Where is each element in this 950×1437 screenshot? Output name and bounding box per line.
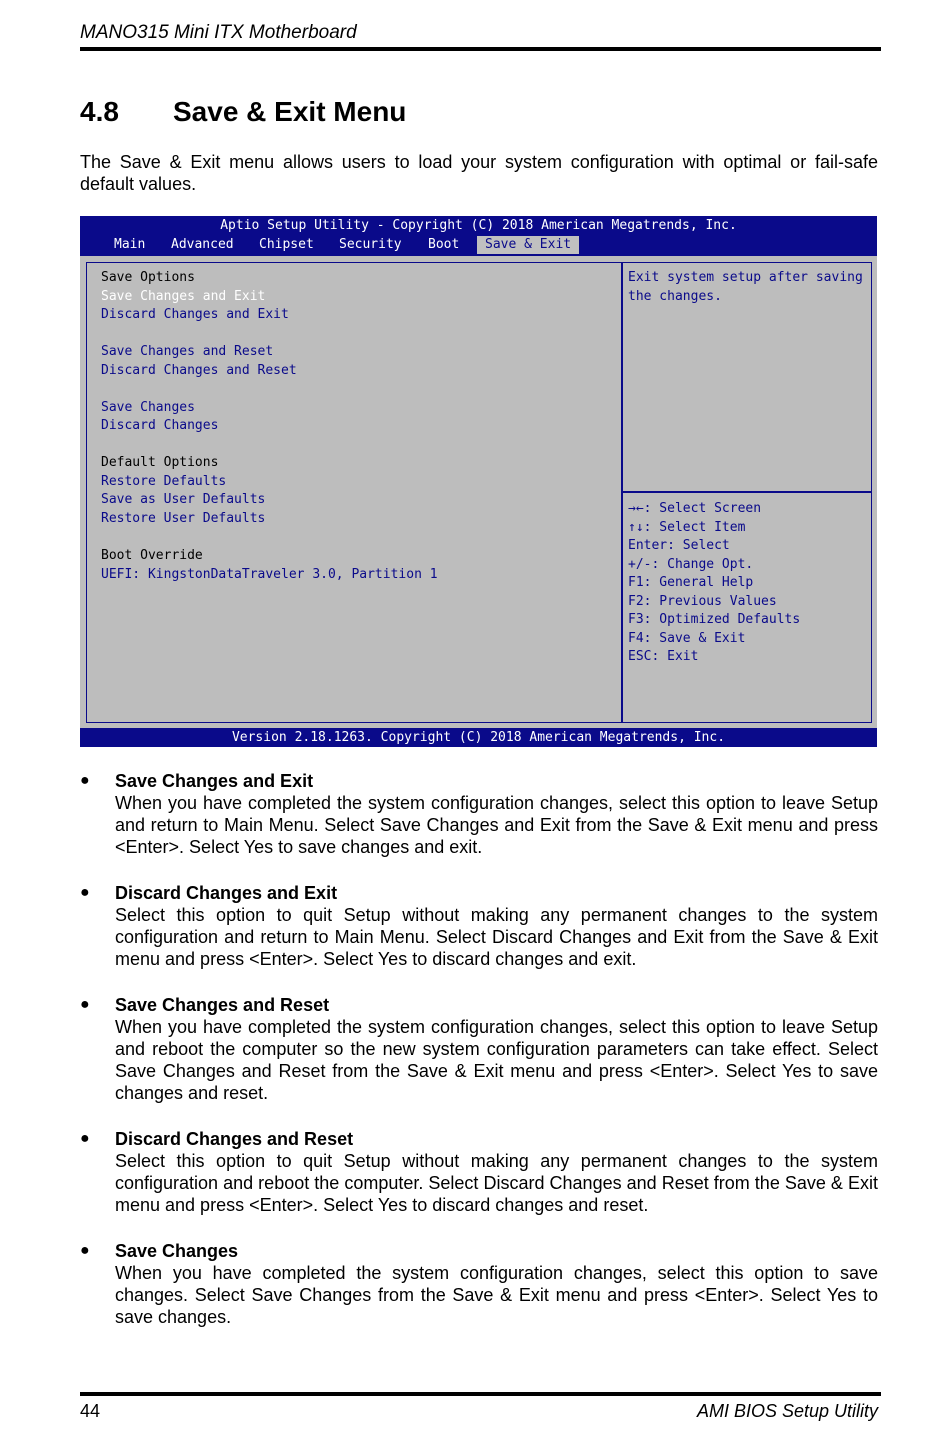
entry-description: Select this option to quit Setup without making any permanent changes to the system configuration and return to Main Menu. Select Discard Changes and Exit from the Save & Exit menu and press <Enter>. Select Yes to discard changes and exit. [115,905,878,969]
running-footer: AMI BIOS Setup Utility [696,1401,878,1421]
bios-title: Aptio Setup Utility - Copyright (C) 2018 American Megatrends, Inc. [220,218,737,233]
bios-title-bar [80,216,877,256]
option-restore-defaults[interactable]: Restore Defaults [101,474,227,489]
key-hint-change-opt: +/-: Change Opt. [628,557,754,572]
running-header: MANO315 Mini ITX Motherboard [80,22,357,43]
key-hint-f3: F3: Optimized Defaults [628,612,801,627]
entry-title: Save Changes [115,1241,239,1261]
key-hint-esc: ESC: Exit [628,649,699,664]
page-number: 44 [80,1401,101,1421]
group-boot-override: Boot Override [101,548,203,563]
entry-title: Save Changes and Exit [115,771,314,791]
list-item [80,994,878,1104]
entry-description: Select this option to quit Setup without making any permanent changes to the system configuration and reboot the computer. Select Discard Changes and Reset from the Save & Exit menu and press <Enter>. Select Yes to discard changes and reset. [115,1151,878,1215]
section-number: 4.8 [80,96,119,127]
entry-description: When you have completed the system configuration changes, select this option to leave Setup and reboot the computer so the new system configuration parameters can take effect. Select Save Changes and Reset from the Save & Exit menu and press <Enter>. Select Yes to save changes and reset. [115,1017,878,1103]
tab-save-exit[interactable]: Save & Exit [477,236,579,254]
entry-title: Discard Changes and Reset [115,1129,354,1149]
option-restore-user-defaults[interactable]: Restore User Defaults [101,511,266,526]
entry-title: Save Changes and Reset [115,995,330,1015]
option-descriptions [80,770,878,1352]
tab-advanced[interactable]: Advanced [171,237,234,252]
tab-main[interactable]: Main [114,237,146,252]
help-text-line: the changes. [628,289,722,304]
option-save-as-user-defaults[interactable]: Save as User Defaults [101,492,266,507]
list-item [80,882,878,970]
list-item [80,1240,878,1328]
key-hint-f4: F4: Save & Exit [628,631,746,646]
bullet-icon: ● [80,1130,90,1147]
intro-paragraph: The Save & Exit menu allows users to load your system configuration with optimal or fail-safe default values. [80,152,878,194]
entry-description: When you have completed the system configuration changes, select this option to save changes. Select Save Changes from the Save & Exit menu and press <Enter>. Select Yes to save changes. [115,1263,878,1327]
bios-screenshot [80,216,877,747]
tab-chipset[interactable]: Chipset [259,237,314,252]
section-title [80,96,406,128]
entry-description: When you have completed the system configuration changes, select this option to leave Setup and return to Main Menu. Select Save Changes and Exit from the Save & Exit menu and press <Enter>. Select Yes to save changes and exit. [115,793,878,857]
list-item [80,1128,878,1216]
option-discard-changes-and-exit[interactable]: Discard Changes and Exit [101,307,289,322]
option-discard-changes[interactable]: Discard Changes [101,418,219,433]
footer-rule [80,1392,881,1396]
key-hint-f1: F1: General Help [628,575,754,590]
key-hint-select-screen: →←: Select Screen [628,501,762,516]
list-item [80,770,878,858]
option-save-changes[interactable]: Save Changes [101,400,195,415]
tab-security[interactable]: Security [339,237,402,252]
group-save-options: Save Options [101,270,195,285]
section-heading: Save & Exit Menu [173,96,407,127]
tab-boot[interactable]: Boot [428,237,460,252]
header-rule [80,47,881,51]
bios-version-bar: Version 2.18.1263. Copyright (C) 2018 American Megatrends, Inc. [80,728,877,747]
bullet-icon: ● [80,772,90,789]
option-discard-changes-and-reset[interactable]: Discard Changes and Reset [101,363,297,378]
bullet-icon: ● [80,996,90,1013]
bullet-icon: ● [80,1242,90,1259]
key-hint-f2: F2: Previous Values [628,594,777,609]
option-save-changes-and-exit[interactable]: Save Changes and Exit [101,289,266,304]
group-default-options: Default Options [101,455,219,470]
option-save-changes-and-reset[interactable]: Save Changes and Reset [101,344,274,359]
option-uefi-boot-device[interactable]: UEFI: KingstonDataTraveler 3.0, Partition 1 [101,567,438,582]
key-hint-enter: Enter: Select [628,538,730,553]
key-hint-select-item: ↑↓: Select Item [628,520,746,535]
entry-title: Discard Changes and Exit [115,883,338,903]
help-text-line: Exit system setup after saving [628,270,863,285]
bullet-icon: ● [80,884,90,901]
